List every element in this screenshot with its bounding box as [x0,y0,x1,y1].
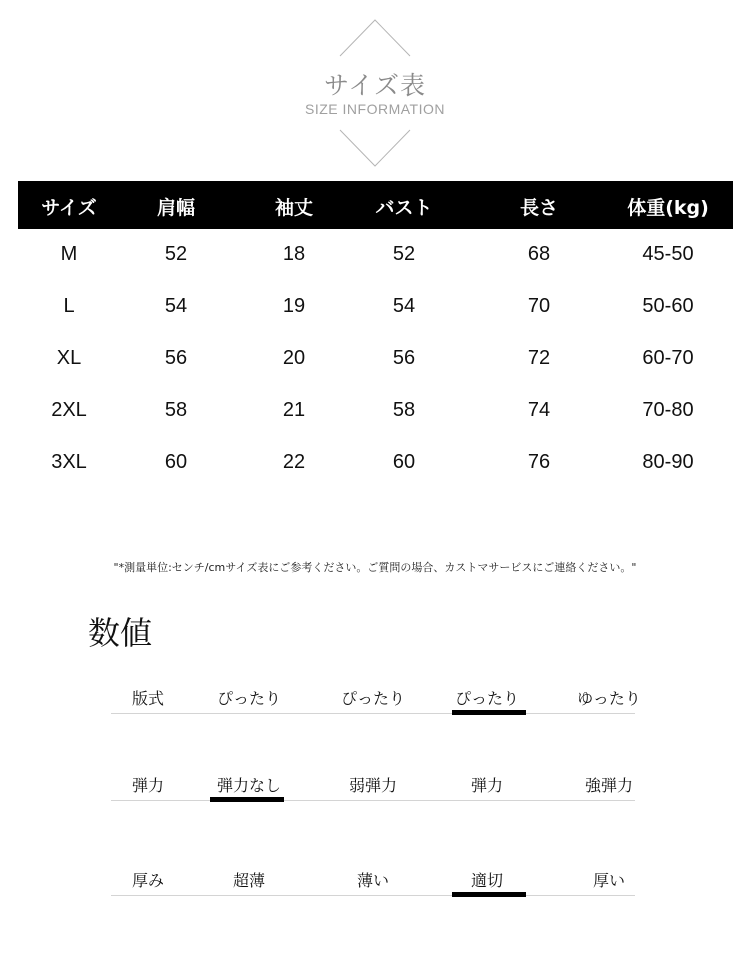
table-row [18,281,733,333]
selected-indicator [452,892,526,897]
table-cell: 52 [392,243,416,265]
section-title: 数値 [88,614,153,652]
column-header-bust: バスト [375,197,433,219]
scale-option: ぴったり [340,689,405,708]
table-cell: 54 [392,295,416,317]
table-cell: 54 [164,295,188,317]
scale-option: ゆったり [577,689,641,708]
table-cell: 56 [392,347,416,369]
scale-label-thickness: 厚み [131,871,164,890]
table-cell: 22 [282,451,306,473]
table-cell: 76 [527,451,551,473]
scale-baseline [111,895,635,896]
scale-option: 超薄 [232,871,265,890]
table-cell: L [63,295,75,317]
column-header-sleeve: 袖丈 [274,197,313,219]
elasticity-scale [111,767,635,807]
table-cell: 74 [527,399,551,421]
table-cell: 45-50 [642,243,694,265]
header-title: サイズ表 [323,71,426,100]
scale-option: 厚い [592,871,625,890]
scale-option: 弱弾力 [348,776,397,795]
column-header-size: サイズ [41,197,97,219]
scale-option: 弾力 [470,776,503,795]
table-cell: 2XL [51,399,87,421]
table-cell: 68 [527,243,551,265]
column-header-weight: 体重(kg) [627,197,709,219]
scale-baseline [111,713,635,714]
table-header [18,181,733,229]
scale-option: ぴったり [454,689,519,708]
size-info-header [0,0,750,175]
scale-label-fit: 版式 [131,689,164,708]
table-cell: 60-70 [642,347,694,369]
fit-scale [111,680,641,720]
table-cell: 19 [282,295,306,317]
table-cell: M [60,243,78,265]
selected-indicator [452,710,526,715]
column-header-shoulder: 肩幅 [156,197,195,219]
table-cell: 50-60 [642,295,694,317]
table-cell: 60 [392,451,416,473]
table-cell: XL [56,347,82,369]
scale-option: 適切 [470,871,503,890]
column-header-length: 長さ [519,197,558,219]
header-subtitle: SIZE INFORMATION [305,101,445,117]
table-cell: 3XL [51,451,87,473]
table-cell: 56 [164,347,188,369]
table-cell: 52 [164,243,188,265]
table-cell: 21 [282,399,306,421]
table-cell: 18 [282,243,306,265]
table-row [18,437,733,489]
scale-option: 弾力なし [216,776,281,795]
table-cell: 72 [527,347,551,369]
scale-option: 強弾力 [584,776,633,795]
scale-option: ぴったり [216,689,281,708]
table-cell: 60 [164,451,188,473]
table-cell: 58 [164,399,188,421]
table-cell: 70 [527,295,551,317]
scale-label-elasticity: 弾力 [131,776,164,795]
table-row [18,333,733,385]
scale-baseline [111,800,635,801]
table-row [18,229,733,281]
measurement-note: "*測量単位:センチ/cmサイズ表にご参考ください。ご質問の場合、カストマサービスにご連絡ください。" [113,561,637,574]
thickness-scale [111,862,635,902]
table-cell: 20 [282,347,306,369]
table-cell: 58 [392,399,416,421]
size-table [18,181,733,489]
table-cell: 70-80 [642,399,694,421]
table-cell: 80-90 [642,451,694,473]
scale-option: 薄い [356,871,389,890]
table-row [18,385,733,437]
selected-indicator [210,797,284,802]
